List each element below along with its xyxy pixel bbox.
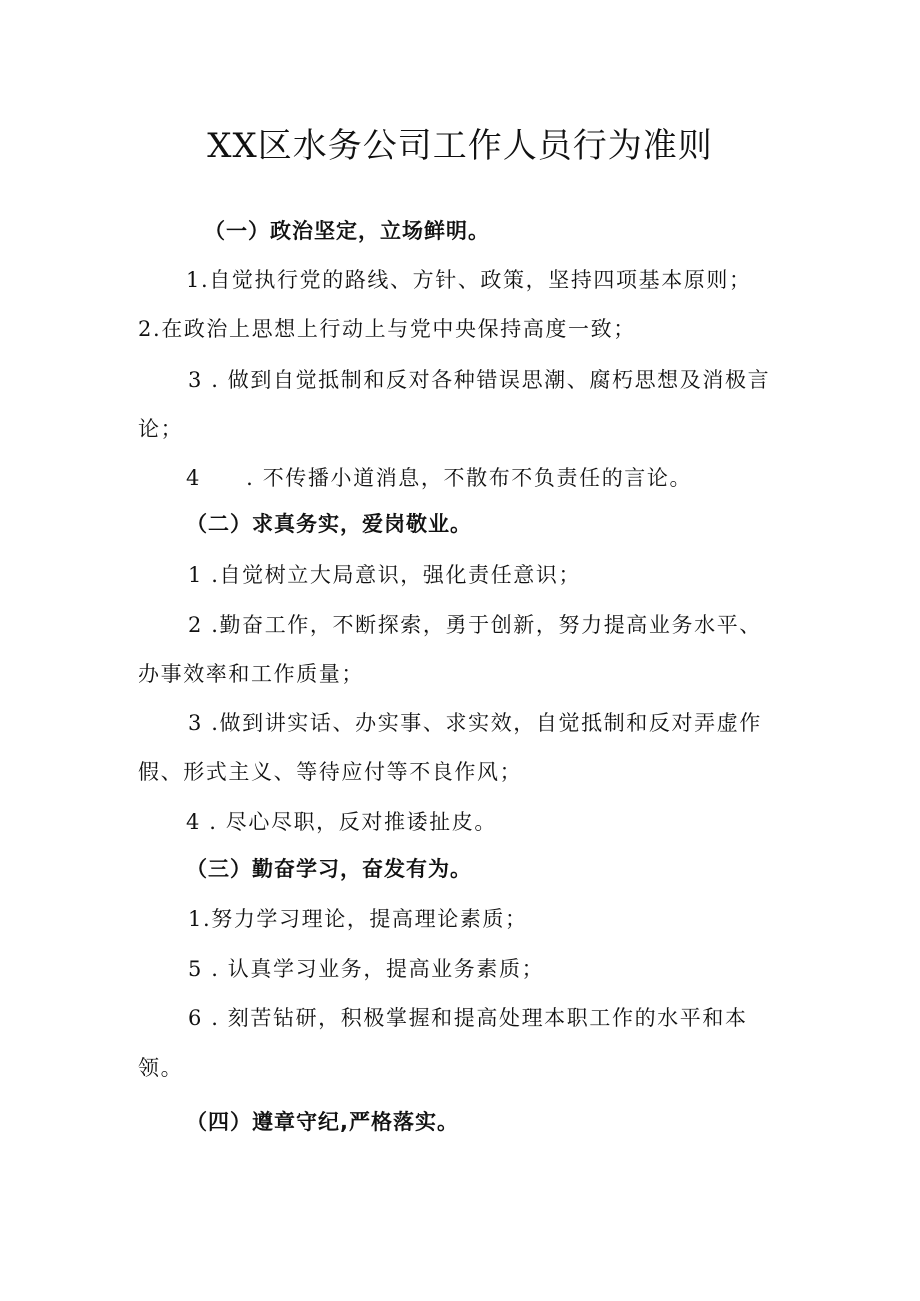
document-title: XX区水务公司工作人员行为准则: [207, 126, 713, 166]
paragraph-line: 4 . 尽心尽职，反对推诿扯皮。: [186, 810, 497, 834]
paragraph-line: 2.在政治上思想上行动上与党中央保持高度一致；: [138, 317, 636, 341]
paragraph-line: 假、形式主义、等待应付等不良作风；: [138, 760, 523, 784]
paragraph-line: 1 .自觉树立大局意识，强化责任意识；: [188, 563, 582, 587]
paragraph-line: 1.自觉执行党的路线、方针、政策，坚持四项基本原则；: [186, 268, 752, 292]
paragraph-line: 3 .做到讲实话、办实事、求实效，自觉抵制和反对弄虚作: [188, 711, 762, 735]
paragraph-line: 6 . 刻苦钻研，积极掌握和提高处理本职工作的水平和本: [188, 1006, 748, 1030]
paragraph-line: 5 . 认真学习业务，提高业务素质；: [188, 957, 545, 981]
paragraph-line: 1.努力学习理论，提高理论素质；: [188, 907, 528, 931]
paragraph-line: 2 .勤奋工作，不断探索，勇于创新，努力提高业务水平、: [188, 613, 762, 637]
section-heading-1: （一）政治坚定，立场鲜明。: [204, 219, 490, 243]
paragraph-line: 领。: [138, 1056, 184, 1080]
section-heading-2: （二）求真务实，爱岗敬业。: [186, 512, 472, 536]
section-heading-3: （三）勤奋学习，奋发有为。: [186, 857, 472, 881]
paragraph-line: 4 . 不传播小道消息，不散布不负责任的言论。: [186, 466, 693, 490]
paragraph-line: 论；: [138, 417, 184, 441]
paragraph-line: 办事效率和工作质量；: [138, 662, 364, 686]
section-heading-4: （四）遵章守纪,严格落实。: [186, 1110, 459, 1134]
paragraph-line: 3 . 做到自觉抵制和反对各种错误思潮、腐朽思想及消极言: [188, 368, 771, 392]
